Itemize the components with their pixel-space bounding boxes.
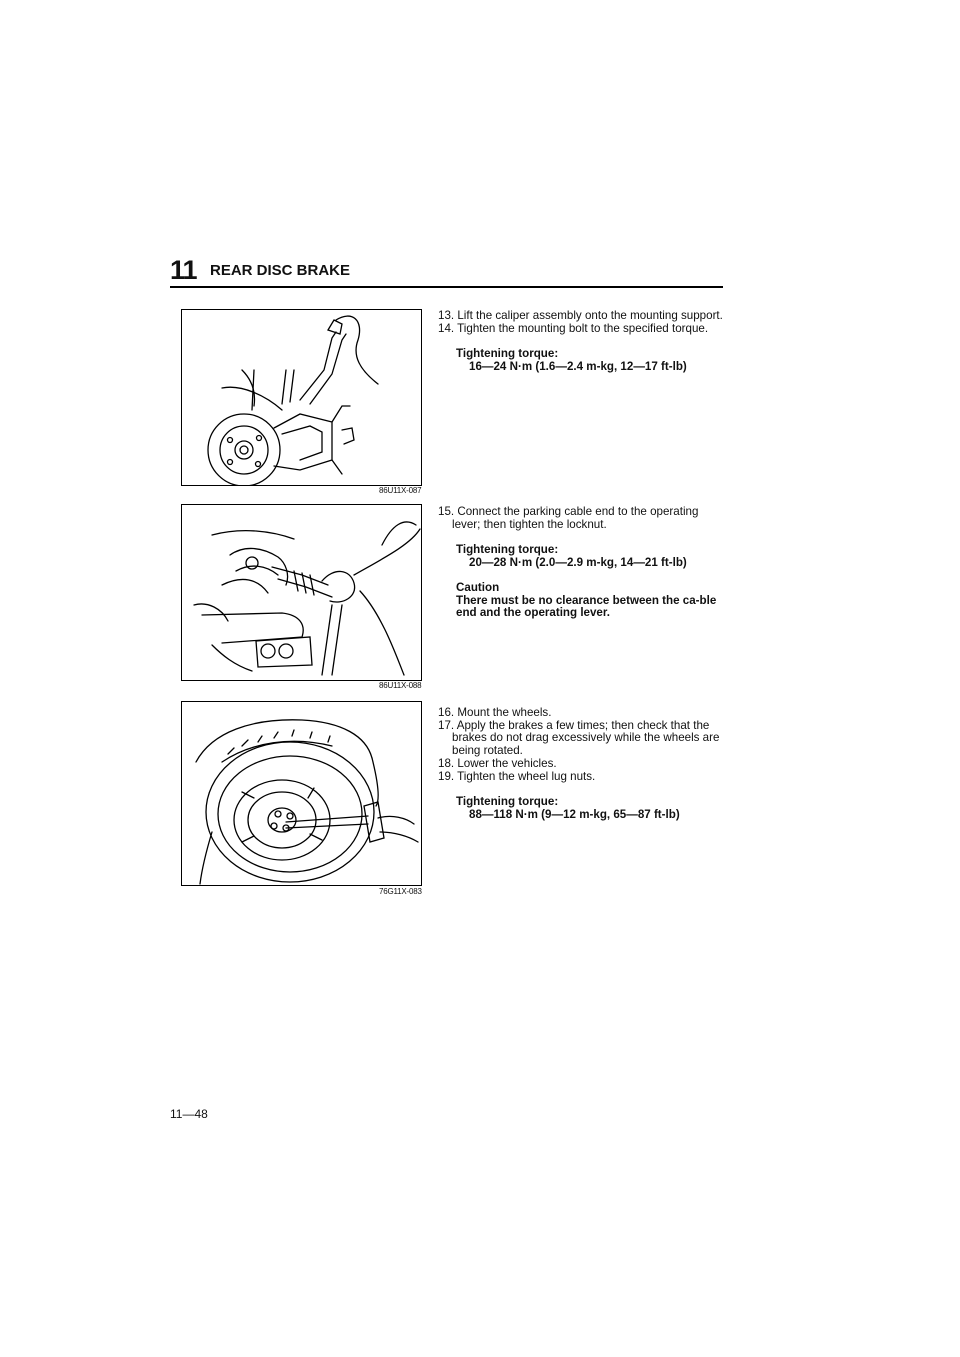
torque-label: Tightening torque:: [456, 543, 559, 557]
caution-note: [438, 582, 728, 620]
wheel-illustration: [182, 702, 421, 885]
step-18: 18. Lower the vehicles.: [438, 756, 557, 770]
torque-value: 16—24 N·m (1.6—2.4 m-kg, 12—17 ft-lb): [469, 360, 687, 374]
torque-value: 20—28 N·m (2.0—2.9 m-kg, 14—21 ft-lb): [469, 556, 687, 570]
step-14: 14. Tighten the mounting bolt to the specified torque.: [438, 321, 709, 335]
torque-spec: [438, 348, 728, 373]
steps-section-3: [438, 707, 728, 822]
steps-section-2: [438, 506, 728, 620]
parking-cable-illustration: [182, 505, 421, 680]
figure-parking-cable: [181, 504, 422, 681]
caliper-illustration: [182, 310, 421, 485]
figure-wheel: [181, 701, 422, 886]
step-13: 13. Lift the caliper assembly onto the mounting support.: [438, 309, 723, 322]
chapter-number: 11: [170, 255, 197, 285]
page-header: [170, 255, 725, 289]
steps-section-1: [438, 310, 728, 374]
caution-label: Caution: [456, 580, 500, 594]
torque-spec: [438, 796, 728, 821]
figure-code: 86U11X-087: [379, 486, 422, 495]
torque-label: Tightening torque:: [456, 795, 559, 809]
step-19: 19. Tighten the wheel lug nuts.: [438, 769, 596, 783]
step-16: 16. Mount the wheels.: [438, 706, 552, 719]
page-number: 11—48: [170, 1107, 208, 1121]
figure-code: 86U11X-088: [379, 681, 422, 690]
torque-label: Tightening torque:: [456, 347, 559, 361]
section-title: REAR DISC BRAKE: [210, 262, 351, 279]
caution-text: There must be no clearance between the ca-ble end and the operating lever.: [456, 593, 717, 620]
header-rule: [170, 286, 723, 288]
step-15: 15. Connect the parking cable end to the operating lever; then tighten the locknut.: [438, 505, 699, 531]
figure-caliper: [181, 309, 422, 486]
torque-spec: [438, 544, 728, 569]
step-17: 17. Apply the brakes a few times; then check that the brakes do not drag excessively while the wheels are being rotated.: [438, 718, 720, 758]
figure-code: 76G11X-083: [379, 887, 422, 896]
torque-value: 88—118 N·m (9—12 m-kg, 65—87 ft-lb): [469, 807, 680, 821]
